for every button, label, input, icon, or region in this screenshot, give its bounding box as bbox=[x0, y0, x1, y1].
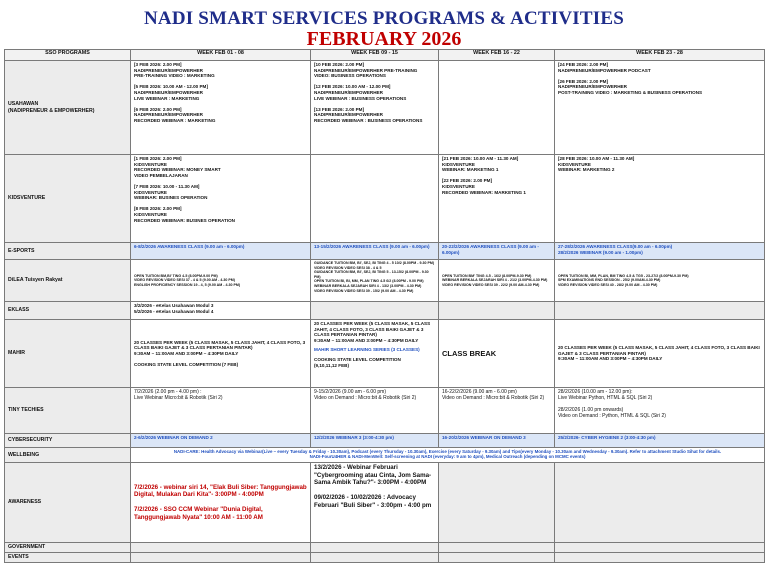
month-title: FEBRUARY 2026 bbox=[306, 28, 462, 50]
cell-tiny-w1: 7/2/2026 (2.00 pm - 4.00 pm) : Live Webinar Micro:bit & Robotik (Siri 2) bbox=[131, 388, 311, 434]
cell-mahir-w4: 20 CLASSES PER WEEK (5 CLASS MASAK, 5 CLASS JAHIT, 4 CLASS FOTO, 3 CLASS BAIKI GAJET & 3 CLASS PERTANIAN PINTAR) 9:30AM – 11:00AM AND 3:00PM – 4:30PM DAILY bbox=[555, 320, 765, 388]
row-kidsventure bbox=[5, 155, 765, 243]
row-dilea bbox=[5, 260, 765, 302]
col-header-programs: SSO PROGRAMS bbox=[5, 50, 131, 61]
program-esports: E-SPORTS bbox=[5, 243, 131, 260]
col-header-week1: WEEK FEB 01 - 08 bbox=[131, 50, 311, 61]
program-dilea: DiLEA Tuisyen Rakyat bbox=[5, 260, 131, 302]
header-row bbox=[5, 50, 765, 61]
program-usahawan: USAHAWAN (NADIPRENEUR & EMPOWERHER) bbox=[5, 61, 131, 155]
col-header-week4: WEEK FEB 23 - 28 bbox=[555, 50, 765, 61]
cell-dilea-w4: OPEN TUITION BI, MM, PLAN, BM TING 4-5 & TG5 - 23-27/2 (8.00PM-9.30 PM) SPM EXAMINATIONS END SESSION - 25/2 (9.00AM-4.30 PM) VIDEO REVISION VIDEO SESI 40 - 28/2 (9.00 AM - 4.30 PM) bbox=[555, 260, 765, 302]
cell-awareness-w1: 7/2/2026 - webinar siri 14, "Elak Buli Siber: Tanggungjawab Digital, Mulakan Dari Kita"- 3:00PM - 4:00PM 7/2/2026 - SSO CCM Webinar "Dunia Digital, Tanggungjawab Nyata" 10:00 AM - 11:00 AM bbox=[131, 463, 311, 543]
program-awareness: AWARENESS bbox=[5, 463, 131, 543]
cell-tiny-w2: 9-15/2/2026 (9.00 am - 6.00 pm) Video on Demand : Micro:bit & Robotik (Siri 2) bbox=[311, 388, 439, 434]
cell-dilea-w3: OPEN TUITION BM' TING 4-5 - 16/2 (8.00PM-9.30 PM) WEBINAR BERKALA SEJARAH SIRI 4 - 21/2 (3.00PM-4.30 PM) VIDEO REVISION VIDEO SESI 39 - 22/2 (9.00 AM-4.30 PM) bbox=[439, 260, 555, 302]
cell-kidsventure-w4: [28 FEB 2026: 10.00 AM - 11.30 AM] KIDSVENTURE WEBINAR: MARKETING 2 bbox=[555, 155, 765, 243]
cell-cyber-w1: 2-6/2/2026 WEBINAR ON DEMAND 2 bbox=[131, 434, 311, 448]
cell-events-w3 bbox=[439, 553, 555, 563]
row-esports bbox=[5, 243, 765, 260]
cell-mahir-w2 bbox=[311, 320, 439, 388]
cell-kidsventure-w1: [1 FEB 2026: 2.00 PM] KIDSVENTURE RECORDED WEBINAR: MONEY SMART VIDEO PEMBELAJARAN [7 FEB 2026: 10.00 - 11.30 AM] KIDSVENTURE WEBINAR: BUSINES OPERATION [8 FEB 2026: 2.00 PM] KIDSVENTURE RECORDED WEBINAR: BUSINES OPERATION bbox=[131, 155, 311, 243]
cell-esports-w3: 20-22/2/2026 AWARENESS CLASS (9.00 am - 6.00pm) bbox=[439, 243, 555, 260]
cell-government-w1 bbox=[131, 543, 311, 553]
program-mahir: MAHIR bbox=[5, 320, 131, 388]
cell-usahawan-w3 bbox=[439, 61, 555, 155]
row-government bbox=[5, 543, 765, 553]
cell-awareness-w3 bbox=[439, 463, 555, 543]
program-tiny-techies: TINY TECHIES bbox=[5, 388, 131, 434]
cell-kidsventure-w3: [21 FEB 2026: 10.00 AM - 11.30 AM] KIDSVENTURE WEBINAR: MARKETING 1 [22 FEB 2026: 2.00 PM] KIDSVENTURE RECORDED WEBINAR: MARKETING 1 bbox=[439, 155, 555, 243]
row-mahir bbox=[5, 320, 765, 388]
program-cybersecurity: CYBERSECURITY bbox=[5, 434, 131, 448]
cell-esports-w1: 6-8/2/2026 AWARENESS CLASS (9.00 am - 6.00pm) bbox=[131, 243, 311, 260]
cell-tiny-w4: 28/2/2026 (10.00 am - 12.00 pm): Live Webinar Python, HTML & SQL (Siri 2) 28/2/2026 (1.00 pm onwards) Video on Demand : Python, HTML & SQL (Siri 2) bbox=[555, 388, 765, 434]
col-header-week3: WEEK FEB 16 - 22 bbox=[439, 50, 555, 61]
cell-government-w3 bbox=[439, 543, 555, 553]
row-tiny-techies bbox=[5, 388, 765, 434]
cell-mahir-w3: CLASS BREAK bbox=[439, 320, 555, 388]
mahir-w2-classes: 20 CLASSES PER WEEK (5 CLASS MASAK, 5 CLASS JAHIT, 4 CLASS FOTO, 3 CLASS BAIKI GAJET & 3 CLASS PERTANIAN PINTAR) 9:30AM – 11:00AM AND 3:00PM – 4:30PM DAILY bbox=[314, 321, 431, 343]
col-header-week2: WEEK FEB 09 - 15 bbox=[311, 50, 439, 61]
row-awareness bbox=[5, 463, 765, 543]
cell-tiny-w3: 16-22/2/2026 (9.00 am - 6.00 pm) Video on Demand : Micro:bit & Robotik (Siri 2) bbox=[439, 388, 555, 434]
cell-government-w2 bbox=[311, 543, 439, 553]
program-government: GOVERNMENT bbox=[5, 543, 131, 553]
cell-cyber-w3: 16-20/2/2026 WEBINAR ON DEMAND 3 bbox=[439, 434, 555, 448]
cell-esports-w4: 27-28/2/2026 AWARENESS CLASS(9.00 am - 6.00pm) 28/2/2026 WEBINAR (9.00 am - 1.00pm) bbox=[555, 243, 765, 260]
cell-esports-w2: 13-15/2/2026 AWARENESS CLASS (9.00 am - 6.00pm) bbox=[311, 243, 439, 260]
cell-cyber-w2: 12/2/2026 WEBINAR 3 (3:00-4:30 pm) bbox=[311, 434, 439, 448]
cell-events-w4 bbox=[555, 553, 765, 563]
cell-dilea-w2: GUIDANCE TUITION BM, BI', SEJ, BI TING 4 - 5 10/2 (8.00PM - 9.30 PM) VIDEO REVISION VIDEO SESI 38 - 4 & 5 GUIDANCE TUITION BM, BI', SEJ, BI TING 5 - 13-15/2 (8.00PM - 9.30 PM) OPEN TUITION BI, BI, MM, PLAN TING 4-5 6/2 (8.00PM - 9.00 PM) WEBINAR BERKALA SEJARAH SIRI 4 - 13/2 (3.00PM - 4.30 PM) VIDEO REVISION VIDEO SESI 39 - 15/2 (9.00 AM - 4.30 PM) bbox=[311, 260, 439, 302]
cell-events-w2 bbox=[311, 553, 439, 563]
cell-wellbeing: NADI-CARE: Health Advocacy via Webinar(Live – every Tuesday & Friday - 10.30am), Podcast (every Thursday - 10.30am), Exercise (every Saturday - 9.30am) and Tips(every Monday - 10.30am and Wednesday - 9.30am). Refer to attachment Studio Sihat for details. NADI-FourU4HER & NADI-MenWell: Self-screening at NADI (everyday: 9 am to 4pm), Medical Outreach (depending on MCMC events) bbox=[131, 448, 765, 463]
cell-awareness-w2: 13/2/2026 - Webinar Februari "Cybergrooming atau Cinta, Jom Sama-Sama Ambik Tahu?"- 3:00PM - 4:00PM 09/02/2026 - 10/02/2026 : Advocacy Februari "Buli Siber" - 3:00pm - 4:00 pm bbox=[311, 463, 439, 543]
row-events bbox=[5, 553, 765, 563]
schedule-table bbox=[4, 49, 765, 563]
program-kidsventure: KIDSVENTURE bbox=[5, 155, 131, 243]
page-title: NADI SMART SERVICES PROGRAMS & ACTIVITIES bbox=[143, 8, 625, 29]
cell-usahawan-w1: [3 FEB 2026: 2.00 PM] NADIPRENEUR/EMPOWERHER PRE-TRAINING VIDEO : MARKETING [5 FEB 2026: 10.00 AM - 12.00 PM] NADIPRENEUR/EMPOWERHER LIVE WEBINAR : MARKETING [6 FEB 2026: 2.00 PM] NADIPRENEUR/EMPOWERHER RECORDED WEBINAR : MARKETING bbox=[131, 61, 311, 155]
cell-usahawan-w4: [24 FEB 2026: 2.00 PM] NADIPRENEUR/EMPOWERHER PODCAST [26 FEB 2026: 2.00 PM] NADIPRENEUR/EMPOWERHER POST-TRAINING VIDEO : MARKETING & BUSINESS OPERATIONS bbox=[555, 61, 765, 155]
row-cybersecurity bbox=[5, 434, 765, 448]
cell-eklass-w2 bbox=[311, 302, 439, 320]
cell-usahawan-w2: [10 FEB 2026: 2.00 PM] NADIPRENEUR/EMPOWERHER PRE-TRAINING VIDEO: BUSINESS OPERATIONS [12 FEB 2026: 10.00 AM - 12.00 PM] NADIPRENEUR/EMPOWERHER LIVE WEBINAR : BUSINESS OPERATIONS [13 FEB 2026: 2.00 PM] NADIPRENEUR/EMPOWERHER RECORDED WEBINAR : BUSINESS OPERATIONS bbox=[311, 61, 439, 155]
program-eklass: EKLASS bbox=[5, 302, 131, 320]
row-wellbeing bbox=[5, 448, 765, 463]
cell-eklass-w3 bbox=[439, 302, 555, 320]
cell-events-w1 bbox=[131, 553, 311, 563]
cell-dilea-w1: OPEN TUITION BM,BI' TING 4-5 (8.00PM-9.00 PM) VIDEO REVISION VIDEO SESI 37 - 4 & 5 (9.00 AM - 4.30 PM) ENGLISH PROFICIENCY SESSION 19 - 4, 5 (9.00 AM - 4.30 PM) bbox=[131, 260, 311, 302]
cell-kidsventure-w2 bbox=[311, 155, 439, 243]
cell-cyber-w4: 25/2/2026- CYBER HYGIENE 2 (3:00-4:30 pm) bbox=[555, 434, 765, 448]
program-wellbeing: WELLBEING bbox=[5, 448, 131, 463]
cell-eklass-w1: 3/2/2026 - eKelas Usahawan Modul 3 5/2/2026 - eKelas Usahawan Modul 4 bbox=[131, 302, 311, 320]
cell-mahir-w1: 20 CLASSES PER WEEK (5 CLASS MASAK, 5 CLASS JAHIT, 4 CLASS FOTO, 3 CLASS BAIKI GAJET & 3 CLASS PERTANIAN PINTAR) 9:30AM – 11:00AM AND 3:00PM – 4:30PM DAILY COOKING STATE LEVEL COMPETITION (7 FEB) bbox=[131, 320, 311, 388]
program-events: EVENTS bbox=[5, 553, 131, 563]
row-usahawan bbox=[5, 61, 765, 155]
cell-eklass-w4 bbox=[555, 302, 765, 320]
row-eklass bbox=[5, 302, 765, 320]
cell-awareness-w4 bbox=[555, 463, 765, 543]
mahir-w2-short-learning: MAHIR SHORT LEARNING SERIES (3 CLASSES) bbox=[314, 347, 420, 353]
mahir-w2-competition: COOKING STATE LEVEL COMPETITION (9,10,11,12 FEB) bbox=[314, 356, 401, 368]
cell-government-w4 bbox=[555, 543, 765, 553]
